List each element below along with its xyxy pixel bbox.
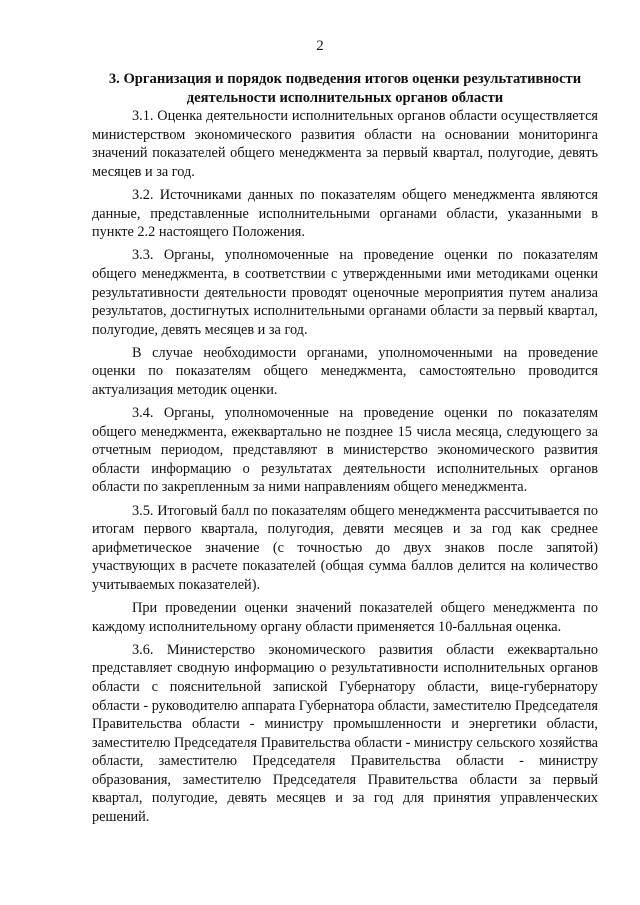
paragraph-3-6: 3.6. Министерство экономического развития области ежеквартально представляет сводную информацию о результативности исполнительных органов области с пояснительной запиской Губернатору области, вице-губернатору области - руководителю аппарата Губернатора области, заместителю Председателя Правительства области - министру промышленности и энергетики области, заместителю Председателя Правительства области - министру сельского хозяйства области, заместителю Председателя Правительства области - министру образования, заместителю Председателя Правительства области за первый квартал, полугодие, девять месяцев и за год для принятия управленческих решений. [92, 641, 598, 826]
paragraph-3-3: 3.3. Органы, уполномоченные на проведение оценки по показателям общего менеджмента, в соответствии с утвержденными ими методиками оценки результативности деятельности проводят оценочные мероприятия путем анализа результатов, достигнутых исполнительными органами области за первый квартал, полугодие, девять месяцев и за год. [92, 247, 598, 338]
paragraph-3-4: 3.4. Органы, уполномоченные на проведение оценки по показателям общего менеджмента, ежеквартально не позднее 15 числа месяца, следующего за отчетным периодом, представляют в министерство экономического развития области информацию о результатах деятельности исполнительных органов области по закрепленным за ними направлениям общего менеджмента. [92, 405, 598, 496]
paragraph-3-1: 3.1. Оценка деятельности исполнительных органов области осуществляется министерством экономического развития области на основании мониторинга значений показателей общего менеджмента за первый квартал, полугодие, девять месяцев и за год. [92, 108, 598, 180]
page-number: 2 [316, 38, 324, 54]
paragraph-3-5: 3.5. Итоговый балл по показателям общего менеджмента рассчитывается по итогам первого квартала, полугодия, девяти месяцев и за год как среднее арифметическое значение (с точностью до двух знаков после запятой) участвующих в расчете показателей (общая сумма баллов делится на количество учитываемых показателей). [92, 502, 598, 593]
paragraph-3-5-note: При проведении оценки значений показателей общего менеджмента по каждому исполнительному органу области применяется 10-балльная оценка. [92, 600, 598, 635]
section-heading: 3. Организация и порядок подведения итогов оценки результативности деятельности исполнительных органов области [108, 71, 582, 106]
paragraph-3-3-note: В случае необходимости органами, уполномоченными на проведение оценки по показателям общего менеджмента, самостоятельно проводится актуализация методик оценки. [92, 344, 598, 398]
document-body [92, 70, 598, 831]
paragraph-3-2: 3.2. Источниками данных по показателям общего менеджмента являются данные, представленные исполнительными органами области, указанными в пункте 2.2 настоящего Положения. [92, 187, 598, 241]
